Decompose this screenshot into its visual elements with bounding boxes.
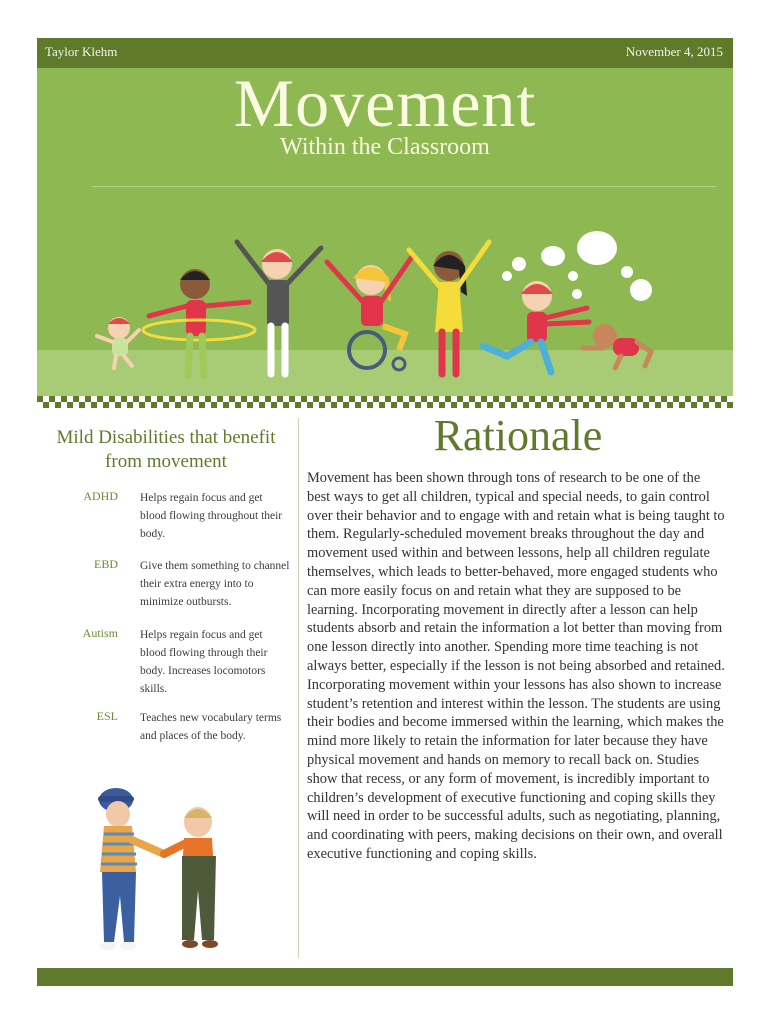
disability-description: Give them something to channel their extra energy into to minimize outbursts.	[140, 560, 290, 608]
newsletter-title: Movement	[233, 68, 537, 141]
disability-description: Helps regain focus and get blood flowing through their body. Increases locomotors skills.	[140, 629, 268, 695]
checker-border	[37, 396, 733, 408]
disability-description: Helps regain focus and get blood flowing throughout their body.	[140, 492, 283, 540]
disability-term: Autism	[82, 626, 118, 640]
disability-term: ADHD	[83, 489, 118, 503]
baby-figure-icon	[97, 317, 139, 368]
two-toddlers-photo	[72, 778, 232, 964]
newsletter-subtitle: Within the Classroom	[280, 134, 490, 160]
disability-term: EBD	[94, 557, 118, 571]
disability-item-esl	[40, 709, 296, 769]
disability-term: ESL	[96, 709, 118, 723]
rationale-title: Rationale	[433, 411, 603, 460]
disability-item-ebd	[40, 557, 296, 617]
column-divider	[298, 418, 299, 958]
hero-banner	[37, 68, 733, 396]
red-hair-kid-icon	[237, 242, 321, 374]
sidebar-heading: Mild Disabilities that benefit from movement	[56, 427, 276, 472]
disability-item-autism	[40, 626, 296, 702]
wheelchair-kid-icon	[327, 258, 411, 370]
issue-date: November 4, 2015	[625, 44, 723, 59]
hero-divider	[92, 186, 716, 187]
top-bar	[37, 38, 733, 68]
rationale-body: Movement has been shown through tons of research to be one of the best ways to get all children, typical and special needs, to gain control over their behavior and to engage with and retain what is being taught to them. Regularly-scheduled movement breaks throughout the day and movement used within and between lessons, help all children regulate themselves, which leads to better-behaved, more engaged students who can more easily focus on and retain what they are supposed to be learning. Incorporating movement in directly after a lesson can help students absorb and retain the information a lot better than moving from one lesson directly into another. Spending more time teaching is not always better, especially if the lesson is not being absorbed and retained. Incorporating movement within your lessons has also shown to increase student’s retention and interest within the lesson. The students are using their bodies and become immersed within the learning, which makes the mind more likely to retain the information for later because they have physical movement and hands on memory to recall back on. Studies show that recess, or any form of movement, is incredibly important to children’s development of executive functioning and coping skills they will need in order to be successful adults, such as negotiating, planning, and coordinating with peers, making decisions on their own, and overall executive functioning and coping skills.	[307, 470, 725, 862]
hula-hoop-kid-icon	[143, 269, 255, 376]
footer-bar	[37, 968, 733, 986]
children-cartoon-illustration	[37, 218, 733, 396]
disability-item-adhd	[40, 489, 296, 549]
yellow-dress-kid-icon	[409, 242, 489, 374]
disability-description: Teaches new vocabulary terms and places of the body.	[140, 712, 282, 742]
crawling-baby-icon	[583, 324, 651, 368]
author-name: Taylor Klehm	[45, 44, 118, 59]
